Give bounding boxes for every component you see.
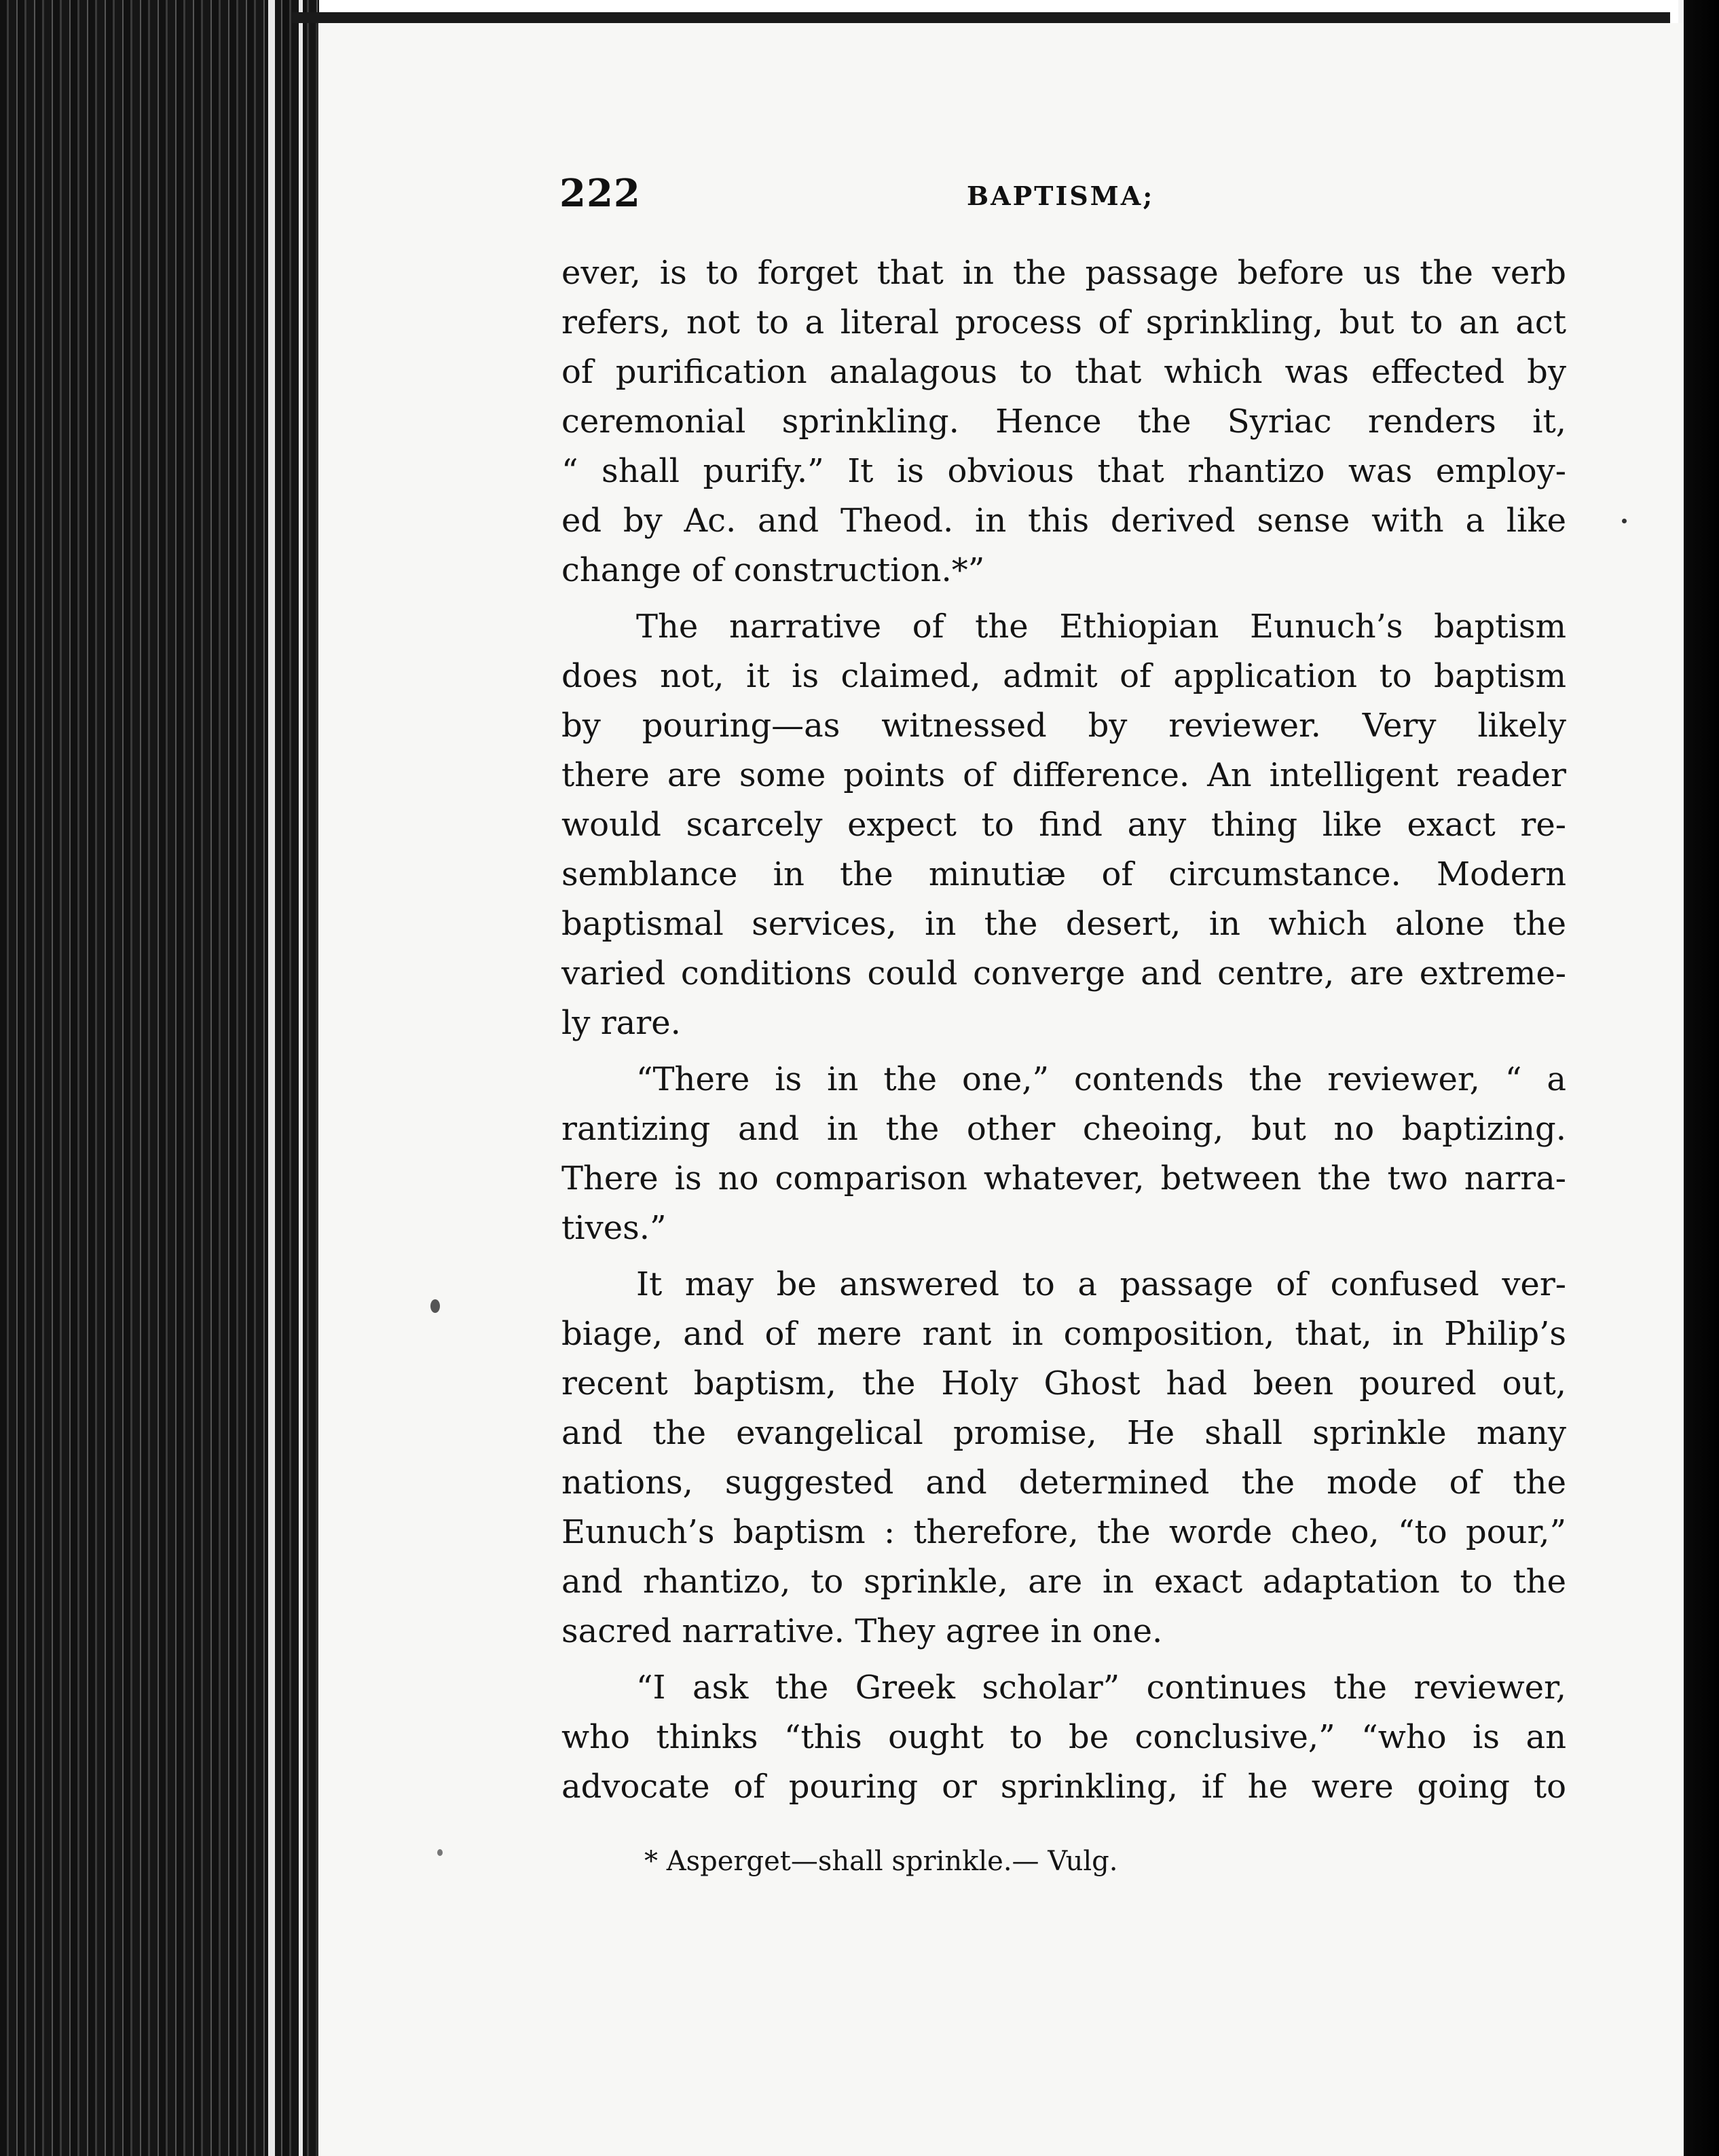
paragraph-3 bbox=[561, 1055, 1566, 1253]
text-line: ed by Ac. and Theod. in this derived sense with a like bbox=[561, 502, 1566, 540]
right-margin-shadow bbox=[1678, 0, 1719, 2156]
paragraph-1 bbox=[561, 248, 1566, 595]
text-line: and the evangelical promise, He shall sprinkle many bbox=[561, 1414, 1566, 1452]
text-line: rantizing and in the other cheoing, but no baptizing. bbox=[561, 1110, 1566, 1148]
footnote-text: Asperget—shall sprinkle.— Vulg. bbox=[666, 1846, 1118, 1877]
print-speck bbox=[1622, 519, 1627, 523]
text-line: ly rare. bbox=[561, 1004, 681, 1042]
page-header bbox=[559, 171, 1523, 225]
page-top-edge bbox=[292, 12, 1670, 23]
text-line: nations, suggested and determined the mode of the bbox=[561, 1464, 1566, 1502]
text-line: does not, it is claimed, admit of application to baptism bbox=[561, 657, 1566, 695]
text-line: of purification analagous to that which was effected by bbox=[561, 353, 1566, 391]
print-speck bbox=[437, 1849, 443, 1856]
text-line: would scarcely expect to find any thing like exact re- bbox=[561, 806, 1566, 844]
text-line: who thinks “this ought to be conclusive,” “who is an bbox=[561, 1718, 1566, 1756]
text-line: ever, is to forget that in the passage before us the verb bbox=[561, 254, 1566, 292]
paragraph-2 bbox=[561, 602, 1566, 1048]
page-stack-edges bbox=[0, 0, 319, 2156]
text-line: There is no comparison whatever, between the two narra- bbox=[561, 1159, 1566, 1197]
text-line: “I ask the Greek scholar” continues the reviewer, bbox=[636, 1669, 1566, 1707]
text-line: and rhantizo, to sprinkle, are in exact adaptation to the bbox=[561, 1563, 1566, 1601]
text-line: It may be answered to a passage of confused ver- bbox=[636, 1265, 1566, 1303]
paragraph-4 bbox=[561, 1260, 1566, 1656]
footnote-marker: * bbox=[644, 1846, 658, 1877]
page-number: 222 bbox=[559, 171, 641, 216]
text-line: sacred narrative. They agree in one. bbox=[561, 1612, 1163, 1650]
text-line: ceremonial sprinkling. Hence the Syriac renders it, bbox=[561, 403, 1566, 441]
text-line: baptismal services, in the desert, in which alone the bbox=[561, 905, 1566, 943]
text-line: “ shall purify.” It is obvious that rhantizo was employ- bbox=[561, 452, 1566, 490]
text-line: advocate of pouring or sprinkling, if he were going to bbox=[561, 1768, 1566, 1806]
text-line: Eunuch’s baptism : therefore, the worde cheo, “to pour,” bbox=[561, 1513, 1566, 1551]
text-line: tives.” bbox=[561, 1209, 667, 1247]
running-head: BAPTISMA; bbox=[967, 181, 1155, 211]
book-page bbox=[316, 23, 1683, 2156]
text-line: The narrative of the Ethiopian Eunuch’s baptism bbox=[636, 608, 1566, 646]
text-line: change of construction.*” bbox=[561, 551, 985, 589]
footnote bbox=[644, 1846, 1117, 1877]
text-line: biage, and of mere rant in composition, that, in Philip’s bbox=[561, 1315, 1566, 1353]
text-line: varied conditions could converge and centre, are extreme- bbox=[561, 954, 1566, 992]
text-line: by pouring—as witnessed by reviewer. Very likely bbox=[561, 707, 1566, 745]
text-line: semblance in the minutiæ of circumstance. Modern bbox=[561, 855, 1566, 893]
text-line: recent baptism, the Holy Ghost had been poured out, bbox=[561, 1364, 1566, 1402]
print-speck bbox=[430, 1299, 440, 1313]
paragraph-5 bbox=[561, 1663, 1566, 1812]
page-body bbox=[561, 248, 1566, 1812]
text-line: “There is in the one,” contends the reviewer, “ a bbox=[636, 1060, 1566, 1098]
text-line: refers, not to a literal process of sprinkling, but to an act bbox=[561, 303, 1566, 341]
text-line: there are some points of difference. An intelligent reader bbox=[561, 756, 1566, 794]
